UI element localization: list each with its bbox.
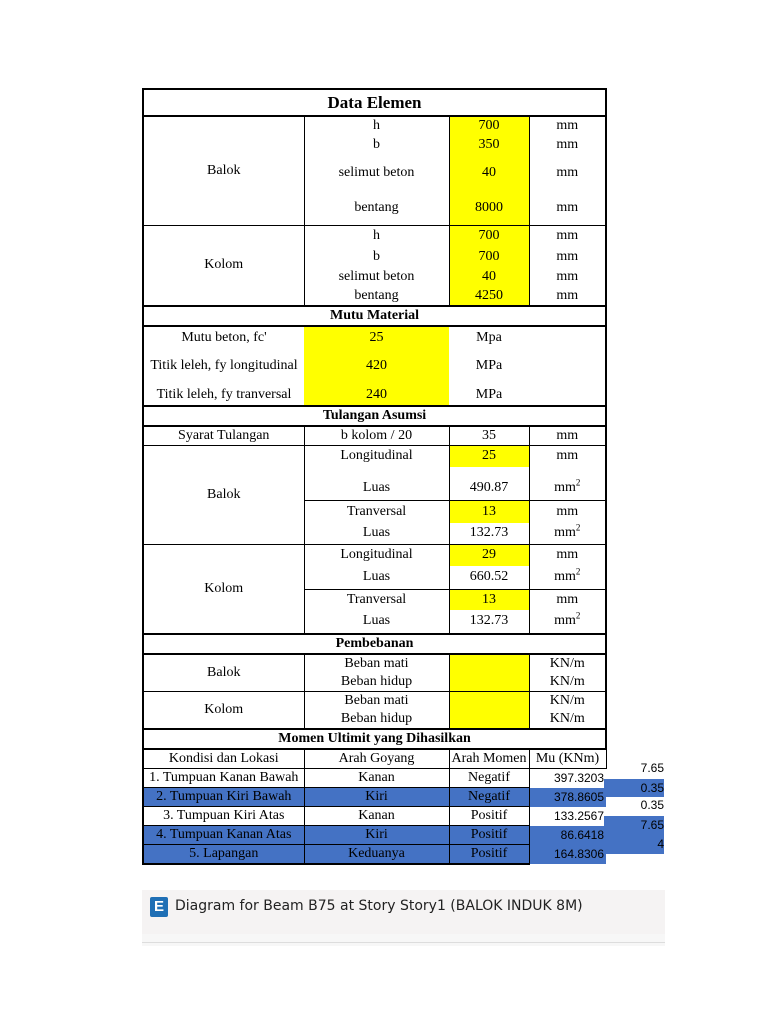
col-kondisi: Kondisi dan Lokasi [143,749,304,769]
balok-selimut-label: selimut beton [304,155,449,191]
kolom-hidup-value[interactable] [449,710,529,729]
kolom-tran-luas-label: Luas [304,610,449,634]
kolom-b-unit: mm [529,246,606,267]
diagram-title-bar[interactable] [142,890,665,934]
mu-cell: 133.2567 [553,809,605,823]
kondisi-cell: 5. Lapangan [143,845,304,865]
balok-tran-luas-label: Luas [304,523,449,545]
tulangan-header-row [143,406,606,426]
extra-value-1: 7.65 [640,761,664,775]
blank-cell [529,384,606,406]
unit-base: mm [554,525,576,541]
arah-cell: Kiri [304,826,449,845]
balok-tran-luas-unit [529,523,606,545]
kolom-h-label: h [304,225,449,246]
balok-h-row [143,116,606,135]
balok-selimut-unit: mm [529,155,606,191]
kolom-long-luas-value: 660.52 [449,566,529,590]
kolom-long-row [143,545,606,566]
kolom-mati-value[interactable] [449,691,529,710]
momen-cell: Positif [449,807,529,826]
unit-base: mm [554,613,576,628]
extra-value-2: 0.35 [604,779,664,797]
beban-kolom-label: Kolom [143,691,304,729]
title-row [143,89,606,116]
mu-cell: 86.6418 [560,828,605,842]
mu-cell: 378.8605 [553,790,605,804]
unit-sup: 2 [575,566,581,577]
kolom-tran-luas-value: 132.73 [449,610,529,634]
blank-cell [529,348,606,384]
balok-b-label: b [304,135,449,155]
unit-sup: 2 [575,477,581,488]
kolom-selimut-label: selimut beton [304,267,449,286]
col-mu: Mu (KNm) [529,749,606,769]
mutu-fc-value[interactable]: 25 [304,326,449,348]
balok-long-row [143,446,606,467]
balok-tran-unit: mm [529,501,606,523]
balok-long-luas-label: Luas [304,467,449,501]
kolom-tran-label: Tranversal [304,590,449,610]
mutu-fyt-label: Titik leleh, fy tranversal [143,384,304,406]
kolom-hidup-label: Beban hidup [304,710,449,729]
syarat-formula: b kolom / 20 [304,426,449,446]
momen-row-3 [143,807,606,826]
kolom-bentang-unit: mm [529,286,606,306]
balok-mati-value[interactable] [449,654,529,673]
unit-sup: 2 [575,522,581,533]
balok-mati-label: Beban mati [304,654,449,673]
kolom-bentang-label: bentang [304,286,449,306]
mu-cell: 397.3203 [529,769,606,788]
kolom-long-luas-label: Luas [304,566,449,590]
balok-h-label: h [304,116,449,135]
balok-b-unit: mm [529,135,606,155]
balok-h-value[interactable]: 700 [449,116,529,135]
tulangan-header: Tulangan Asumsi [143,406,606,426]
balok-hidup-value[interactable] [449,673,529,692]
balok-mati-unit: KN/m [529,654,606,673]
mutu-header: Mutu Material [143,306,606,326]
kolom-long-label: Longitudinal [304,545,449,566]
momen-row-4 [143,826,606,845]
mutu-fy-value[interactable]: 420 [304,348,449,384]
momen-row-1 [143,769,606,788]
mutu-fc-unit: Mpa [476,329,502,345]
unit-base: mm [554,480,576,495]
kolom-tran-luas-unit [529,610,606,634]
mutu-fyt-unit: MPa [475,386,503,402]
divider [142,942,665,943]
mutu-fyt-row [143,384,606,406]
momen-cell: Positif [449,826,529,845]
etabs-app-icon: E [150,897,168,917]
syarat-value: 35 [449,426,529,446]
kolom-long-unit: mm [529,545,606,566]
momen-row-2 [143,788,606,807]
mutu-fy-row [143,348,606,384]
arah-cell: Kiri [304,788,449,807]
balok-bentang-unit: mm [529,191,606,225]
extra-value-3: 0.35 [640,798,664,812]
balok-b-value[interactable]: 350 [449,135,529,155]
kolom-selimut-value[interactable]: 40 [449,267,529,286]
balok-long-luas-unit [529,467,606,501]
arah-cell: Kanan [304,807,449,826]
unit-base: mm [554,569,576,585]
diagram-title: Diagram for Beam B75 at Story Story1 (BALOK INDUK 8M) [175,898,583,914]
syarat-row [143,426,606,446]
kolom-long-value[interactable]: 29 [449,545,529,566]
balok-hidup-unit: KN/m [529,673,606,692]
kolom-tran-value[interactable]: 13 [449,590,529,610]
diagram-window-header [142,890,665,946]
kolom-bentang-value[interactable]: 4250 [449,286,529,306]
arah-cell: Keduanya [304,845,449,865]
kondisi-cell: 3. Tumpuan Kiri Atas [143,807,304,826]
kolom-h-value[interactable]: 700 [449,225,529,246]
balok-tran-value[interactable]: 13 [449,501,529,523]
balok-long-unit: mm [529,446,606,467]
balok-tran-luas-value: 132.73 [449,523,529,545]
col-arah-momen: Arah Momen [449,749,529,769]
balok-bentang-value[interactable]: 8000 [449,191,529,225]
momen-cell: Negatif [449,788,529,807]
momen-cell: Positif [449,845,529,865]
page-title: Data Elemen [143,89,606,116]
balok-tran-label: Tranversal [304,501,449,523]
data-elemen-sheet [142,88,605,865]
syarat-unit: mm [529,426,606,446]
data-elemen-table [142,88,607,865]
balok-h-unit: mm [529,116,606,135]
arah-cell: Kanan [304,769,449,788]
mutu-fy-unit: MPa [475,358,503,373]
momen-header-row [143,729,606,749]
mutu-fc-label: Mutu beton, fc' [143,326,304,348]
extra-value-5: 4 [604,835,664,854]
balok-long-luas-value: 490.87 [449,467,529,501]
kondisi-cell: 1. Tumpuan Kanan Bawah [143,769,304,788]
kolom-mati-unit: KN/m [529,691,606,710]
kolom-mati-row [143,691,606,710]
beban-balok-label: Balok [143,654,304,692]
balok-bentang-label: bentang [304,191,449,225]
balok-hidup-label: Beban hidup [304,673,449,692]
col-arah: Arah Goyang [304,749,449,769]
extra-value-4: 7.65 [604,816,664,835]
momen-cell: Negatif [449,769,529,788]
kolom-mati-label: Beban mati [304,691,449,710]
pembebanan-header-row [143,634,606,654]
mutu-fc-row [143,326,606,348]
mutu-fy-label: Titik leleh, fy longitudinal [143,348,304,384]
momen-colheader-row [143,749,606,769]
kolom-h-row [143,225,606,246]
mutu-header-row [143,306,606,326]
kolom-selimut-unit: mm [529,267,606,286]
kondisi-cell: 4. Tumpuan Kanan Atas [143,826,304,845]
kolom-h-unit: mm [529,225,606,246]
balok-long-value[interactable]: 25 [449,446,529,467]
balok-long-label: Longitudinal [304,446,449,467]
kolom-label: Kolom [143,225,304,306]
kondisi-cell: 2. Tumpuan Kiri Bawah [143,788,304,807]
kolom-tran-unit: mm [529,590,606,610]
kolom-b-value[interactable]: 700 [449,246,529,267]
mutu-fyt-value[interactable]: 240 [304,384,449,406]
kolom-long-luas-unit [529,566,606,590]
blank-cell [529,326,606,348]
pembebanan-header: Pembebanan [143,634,606,654]
tulangan-kolom-label: Kolom [143,545,304,634]
mu-cell: 164.8306 [553,847,605,862]
momen-header: Momen Ultimit yang Dihasilkan [143,729,606,749]
momen-row-5 [143,845,606,865]
kolom-hidup-unit: KN/m [529,710,606,729]
balok-mati-row [143,654,606,673]
kolom-b-label: b [304,246,449,267]
syarat-label: Syarat Tulangan [143,426,304,446]
unit-sup: 2 [575,610,581,621]
tulangan-balok-label: Balok [143,446,304,545]
balok-selimut-value[interactable]: 40 [449,155,529,191]
balok-label: Balok [143,116,304,225]
